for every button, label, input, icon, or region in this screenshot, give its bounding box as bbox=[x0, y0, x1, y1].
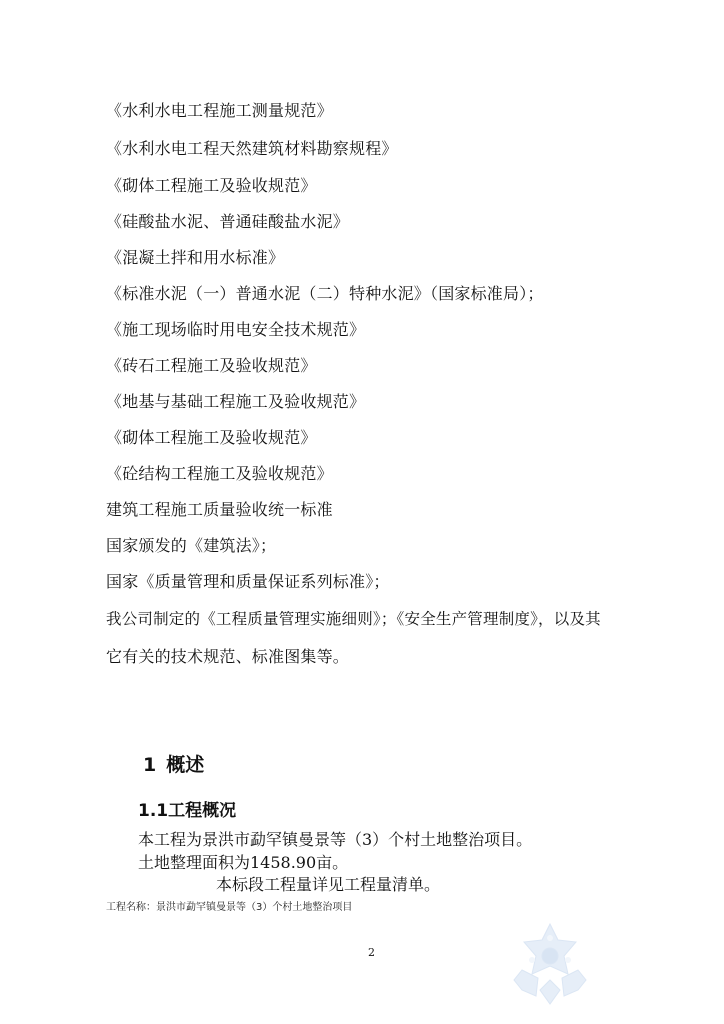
page-footer: 工程名称：景洪市勐罕镇曼景等（3）个村土地整治项目 bbox=[106, 902, 353, 913]
overview-line: 本标段工程量详见工程量清单。 bbox=[216, 875, 441, 894]
section-number: 1 bbox=[143, 754, 157, 776]
reference-line: 《砼结构工程施工及验收规范》 bbox=[106, 464, 333, 483]
reference-line: 《水利水电工程天然建筑材料勘察规程》 bbox=[106, 139, 398, 158]
overview-line: 本工程为景洪市勐罕镇曼景等（3）个村土地整治项目。 bbox=[138, 830, 533, 849]
reference-line: 《施工现场临时用电安全技术规范》 bbox=[106, 320, 366, 339]
reference-line: 《硅酸盐水泥、普通硅酸盐水泥》 bbox=[106, 212, 350, 231]
section-title: 概述 bbox=[166, 754, 205, 776]
subsection-heading: 1.1工程概况 bbox=[138, 801, 237, 821]
reference-line: 《标准水泥（一）普通水泥（二）特种水泥》（国家标准局）； bbox=[106, 284, 544, 303]
reference-line: 《地基与基础工程施工及验收规范》 bbox=[106, 392, 366, 411]
reference-line: 建筑工程施工质量验收统一标准 bbox=[106, 500, 333, 519]
reference-line: 国家颁发的《建筑法》； bbox=[106, 536, 277, 555]
reference-line: 《砌体工程施工及验收规范》 bbox=[106, 428, 317, 447]
overview-line: 土地整理面积为1458.90亩。 bbox=[138, 853, 349, 872]
reference-line: 《混凝土拌和用水标准》 bbox=[106, 248, 285, 267]
page-number: 2 bbox=[368, 946, 375, 959]
reference-line: 我公司制定的《工程质量管理实施细则》；《安全生产管理制度》，以及其 bbox=[106, 610, 601, 628]
snowflake-logo-icon bbox=[502, 920, 598, 1006]
reference-line: 国家《质量管理和质量保证系列标准》； bbox=[106, 572, 390, 591]
section-heading bbox=[143, 750, 204, 777]
reference-line: 它有关的技术规范、标准图集等。 bbox=[106, 647, 350, 666]
reference-line: 《水利水电工程施工测量规范》 bbox=[106, 101, 333, 120]
reference-line: 《砌体工程施工及验收规范》 bbox=[106, 176, 317, 195]
reference-line: 《砖石工程施工及验收规范》 bbox=[106, 356, 317, 375]
